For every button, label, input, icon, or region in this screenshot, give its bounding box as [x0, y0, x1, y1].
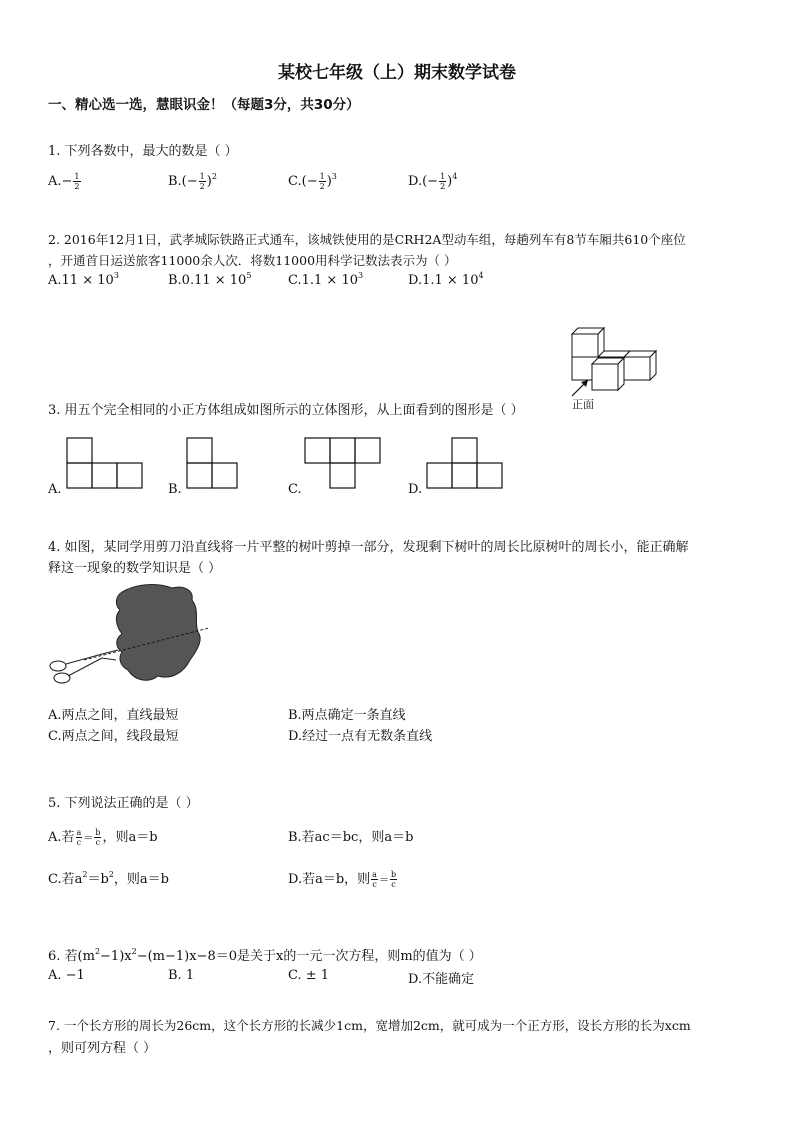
question-2-option-a: [48, 273, 119, 288]
question-3-stem: 3. 用五个完全相同的小正方体组成如图所示的立体图形，从上面看到的图形是（ ）: [48, 403, 524, 418]
denominator: c: [95, 838, 101, 847]
numerator: a: [76, 828, 82, 837]
question-4-stem-line2: 释这一现象的数学知识是（ ）: [48, 561, 222, 576]
question-5-option-a: [48, 826, 158, 847]
option-suffix: ，则a＝b: [102, 830, 158, 845]
option-prefix: D.(−: [408, 174, 439, 189]
fraction-b-over-c: [390, 870, 397, 889]
fraction: [199, 172, 206, 191]
denominator: 2: [199, 182, 205, 191]
question-2-option-d: [408, 273, 484, 288]
numerator: 1: [319, 172, 325, 181]
question-7-stem-line2: ，则可列方程（ ）: [48, 1041, 157, 1056]
fraction-a-over-c: [76, 828, 83, 847]
question-4-option-b: B.两点确定一条直线: [288, 708, 406, 723]
close-paren: ): [447, 174, 453, 189]
question-6-option-c: C. ± 1: [288, 968, 330, 983]
exponent: 2: [82, 870, 88, 879]
exponent: 3: [331, 172, 337, 181]
option-text: B.0.11 × 10: [168, 273, 247, 288]
question-4-option-a: A.两点之间，直线最短: [48, 708, 179, 723]
option-prefix: D.若a＝b，则: [288, 872, 371, 887]
question-5-option-b: B.若ac＝bc，则a＝b: [288, 830, 414, 845]
question-2-option-c: [288, 273, 363, 288]
exponent: 5: [246, 271, 252, 280]
option-suffix: ，则a＝b: [113, 872, 169, 887]
question-3-option-d-figure: [426, 437, 506, 491]
numerator: b: [390, 870, 397, 879]
question-3-option-b-label: B.: [168, 482, 182, 497]
question-3-option-c-figure: [304, 437, 384, 491]
question-3-option-b-figure: [186, 437, 246, 491]
exponent: 2: [108, 870, 114, 879]
question-6-option-a: A. −1: [48, 968, 85, 983]
question-2-stem-line1: 2. 2016年12月1日，武孝城际铁路正式通车，该城铁使用的是CRH2A型动车组，每趟列车有8节车厢共610个座位: [48, 232, 686, 247]
numerator: a: [372, 870, 377, 879]
question-6-option-d: D.不能确定: [408, 972, 475, 987]
option-middle: ＝b: [87, 872, 109, 887]
scissors-icon: [50, 650, 118, 683]
exponent: 4: [452, 172, 458, 181]
exponent: 2: [94, 947, 101, 956]
option-text: C.1.1 × 10: [288, 273, 358, 288]
exponent: 4: [478, 271, 484, 280]
question-4-option-d: D.经过一点有无数条直线: [288, 729, 433, 744]
option-prefix: A.−: [48, 174, 73, 189]
fraction: [73, 172, 80, 191]
question-5-stem: 5. 下列说法正确的是（ ）: [48, 796, 199, 811]
question-3-option-a-label: A.: [48, 482, 62, 497]
question-1-stem: 1. 下列各数中，最大的数是（ ）: [48, 144, 238, 159]
numerator: 1: [74, 172, 80, 181]
close-paren: ): [206, 174, 212, 189]
exponent: 2: [131, 947, 137, 956]
option-prefix: C.若a: [48, 872, 83, 887]
cube-solid-figure: [560, 324, 670, 404]
fraction-b-over-c: [94, 828, 101, 847]
denominator: 2: [74, 182, 80, 191]
question-2-stem-line2: ，开通首日运送旅客11000余人次．将数11000用科学记数法表示为（ ）: [48, 253, 457, 268]
section-heading: 一、精心选一选，慧眼识金！（每题3分，共30分）: [48, 97, 360, 113]
leaf-scissors-figure: [44, 580, 214, 695]
leaf-shape: [116, 585, 200, 681]
close-paren: ): [326, 174, 332, 189]
question-1-option-b: [168, 172, 217, 191]
denominator: c: [372, 880, 377, 889]
stem-part: 6. 若(m: [48, 949, 95, 964]
option-prefix: A.若: [48, 830, 75, 845]
question-3-option-c-label: C.: [288, 482, 302, 497]
question-1-option-c: [288, 172, 337, 191]
denominator: 2: [319, 182, 325, 191]
equals-sign: ＝: [83, 833, 94, 844]
page-title: 某校七年级（上）期末数学试卷: [278, 63, 516, 83]
option-text: A.11 × 10: [48, 273, 114, 288]
numerator: b: [95, 828, 101, 837]
question-4-option-c: C.两点之间，线段最短: [48, 729, 179, 744]
exponent: 2: [211, 172, 217, 181]
equals-sign: ＝: [378, 875, 389, 886]
denominator: 2: [440, 182, 446, 191]
question-3-option-a-figure: [66, 437, 146, 491]
question-5-option-d: [288, 868, 398, 889]
stem-part: −1)x: [100, 949, 132, 964]
option-prefix: B.(−: [168, 174, 198, 189]
question-3-option-d-label: D.: [408, 482, 423, 497]
stem-part: −(m−1)x−8＝0是关于x的一元一次方程，则m的值为（ ）: [136, 949, 482, 964]
denominator: c: [76, 838, 82, 847]
numerator: 1: [440, 172, 446, 181]
question-2-option-b: [168, 273, 251, 288]
question-1-option-d: [408, 172, 457, 191]
fraction: [439, 172, 446, 191]
denominator: c: [391, 880, 396, 889]
question-6-stem: [48, 945, 482, 964]
question-5-option-c: [48, 868, 169, 887]
question-7-stem-line1: 7. 一个长方形的周长为26cm，这个长方形的长减少1cm，宽增加2cm，就可成为一个正方形，设长方形的长为xcm: [48, 1018, 691, 1033]
question-6-option-b: B. 1: [168, 968, 195, 983]
fraction: [319, 172, 326, 191]
exponent: 3: [113, 271, 119, 280]
exponent: 3: [358, 271, 364, 280]
question-4-stem-line1: 4. 如图，某同学用剪刀沿直线将一片平整的树叶剪掉一部分，发现剩下树叶的周长比原树叶的周长小，能正确解: [48, 540, 689, 555]
fraction-a-over-c: [371, 870, 378, 889]
front-label: 正面: [572, 398, 594, 411]
option-prefix: C.(−: [288, 174, 318, 189]
option-text: D.1.1 × 10: [408, 273, 479, 288]
numerator: 1: [199, 172, 205, 181]
question-1-option-a: [48, 172, 82, 191]
